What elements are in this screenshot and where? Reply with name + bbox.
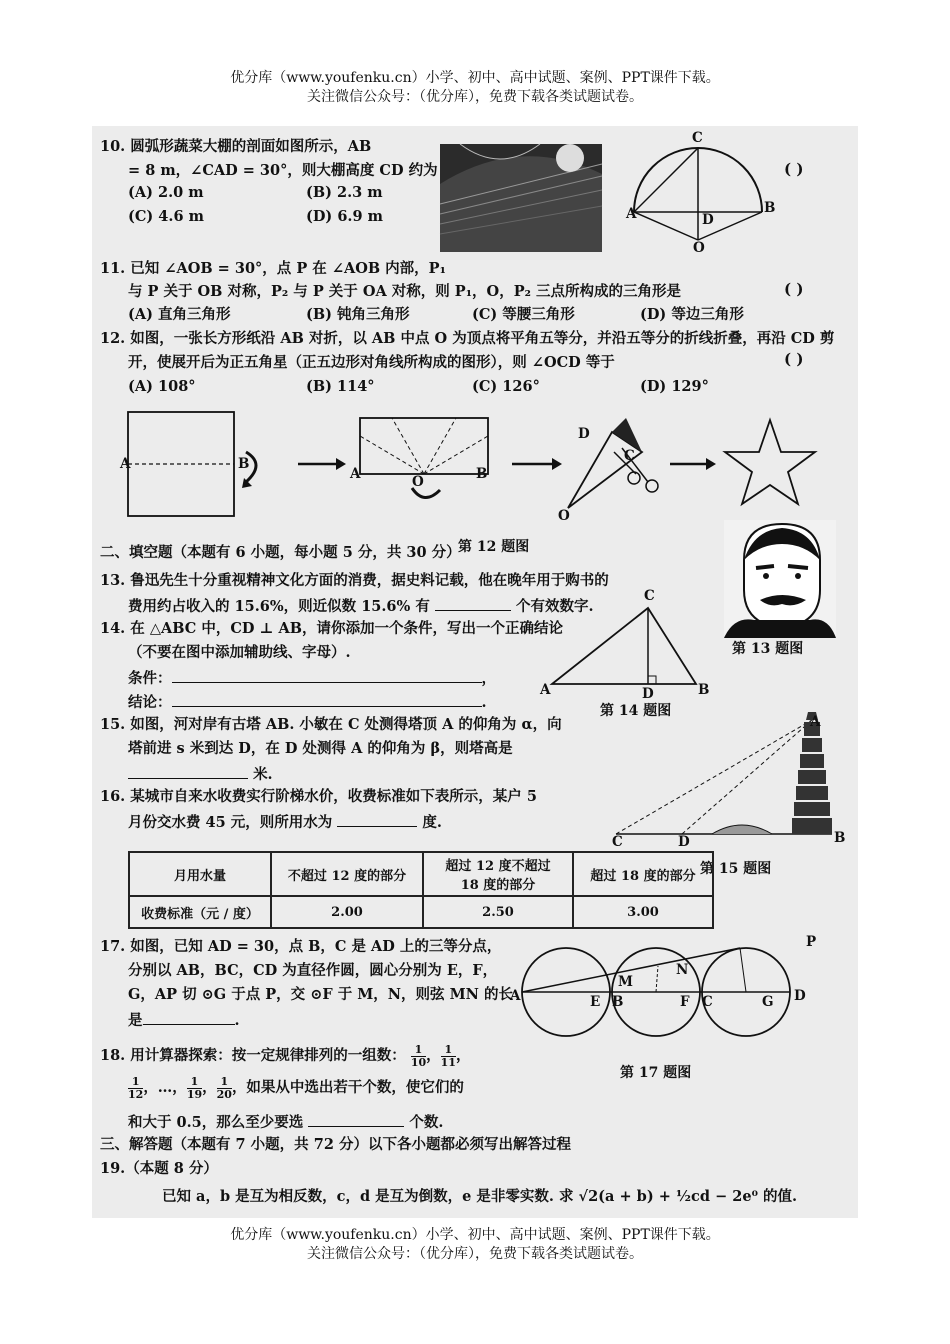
q17-line1: 17. 如图，已知 AD = 30，点 B，C 是 AD 上的三等分点， xyxy=(100,938,502,955)
q12-option-d: (D) 129° xyxy=(640,378,709,395)
q12-label-o2: O xyxy=(558,508,570,524)
q18-line2-text: ，如果从中选出若干个数，使它们的 xyxy=(231,1079,464,1096)
q12-option-c: (C) 126° xyxy=(472,378,540,395)
q17-label-n: N xyxy=(676,962,689,978)
q15-label-b: B xyxy=(834,830,846,846)
q13-line2-before: 费用约占收入的 15.6%，则近似数 15.6% 有 xyxy=(128,598,430,615)
q10-answer-paren: ( ) xyxy=(784,160,804,178)
q18-f5-num: 1 xyxy=(217,1076,232,1089)
q19-title: 19.（本题 8 分） xyxy=(100,1160,218,1177)
q19-body: 已知 a，b 是互为相反数，c，d 是互为倒数，e 是非零实数. 求 √2(a + b) + ½cd − 2e⁰ 的值. xyxy=(162,1188,798,1205)
q15-label-c: C xyxy=(612,834,623,850)
q17-line2: 分别以 AB，BC，CD 为直径作圆，圆心分别为 E，F， xyxy=(128,962,498,979)
footer-line-1: 优分库（www.youfenku.cn）小学、初中、高中试题、案例、PPT课件下载。 xyxy=(230,1227,720,1243)
q11-answer-paren: ( ) xyxy=(784,280,804,298)
q17-label-b: B xyxy=(612,994,624,1010)
q17-circles-figure xyxy=(518,936,808,1046)
q12-line2: 开，使展开后为正五角星（正五边形对角线所构成的图形），则 ∠OCD 等于 xyxy=(128,354,615,371)
q17-label-c: C xyxy=(702,994,713,1010)
q17-label-f: F xyxy=(680,994,690,1010)
q13-line1: 13. 鲁迅先生十分重视精神文化方面的消费，据史料记载，他在晚年用于购书的 xyxy=(100,572,609,589)
table-cell-tier2: 2.50 xyxy=(423,896,573,928)
q14-condition-blank[interactable] xyxy=(172,668,482,683)
table-header-tier1: 不超过 12 度的部分 xyxy=(271,852,423,896)
q12-caption: 第 12 题图 xyxy=(458,539,530,555)
q17-label-g: G xyxy=(762,994,774,1010)
greenhouse-photo xyxy=(440,144,602,252)
q15-label-a: A xyxy=(810,714,821,730)
q14-conclusion-row: 结论： . xyxy=(128,694,487,711)
q12-label-c: C xyxy=(624,448,635,464)
q12-label-d: D xyxy=(578,426,590,442)
q15-label-d: D xyxy=(678,834,690,850)
q10-label-o: O xyxy=(693,240,705,256)
table-cell-tier1: 2.00 xyxy=(271,896,423,928)
q14-label-b: B xyxy=(698,682,710,698)
water-fee-table xyxy=(128,851,714,929)
q18-line2: $\frac{1}{12}$，…， $\frac{1}{19}$， $\frac{1}{20}$，如果从中选出若干个数，使它们的 xyxy=(128,1074,464,1101)
q16-answer-blank[interactable] xyxy=(337,812,417,827)
q12-label-b1: B xyxy=(238,456,250,472)
q14-triangle-figure xyxy=(548,604,708,688)
q12-label-o1: O xyxy=(412,474,424,490)
q17-line3: G，AP 切 ⊙G 于点 P，交 ⊙F 于 M，N，则弦 MN 的长 xyxy=(128,986,513,1003)
q14-condition-row: 条件： ， xyxy=(128,670,496,687)
q18-f1-num: 1 xyxy=(411,1044,426,1057)
q16-line2-after: 度. xyxy=(422,814,442,831)
q18-fraction-5 xyxy=(217,1076,232,1101)
q17-answer-blank[interactable] xyxy=(143,1010,235,1025)
q17-label-d: D xyxy=(794,988,806,1004)
q13-line2 xyxy=(128,596,594,616)
q18-fraction-4 xyxy=(187,1076,202,1101)
q15-line1: 15. 如图，河对岸有古塔 AB. 小敏在 C 处测得塔顶 A 的仰角为 α，向 xyxy=(100,716,562,733)
q17-label-p: P xyxy=(806,934,817,950)
q18-f2-num: 1 xyxy=(441,1044,456,1057)
q13-caption: 第 13 题图 xyxy=(732,641,804,657)
q10-option-b: (B) 2.3 m xyxy=(306,184,383,201)
q14-label-a: A xyxy=(540,682,551,698)
q11-option-d: (D) 等边三角形 xyxy=(640,306,744,323)
q12-line1: 12. 如图，一张长方形纸沿 AB 对折，以 AB 中点 O 为顶点将平角五等分，并沿五等分的折线折叠，再沿 CD 剪 xyxy=(100,330,835,347)
q10-label-a: A xyxy=(626,206,637,222)
q18-line1: 18. 用计算器探索：按一定规律排列的一组数： $\frac{1}{10}$， $\frac{1}{11}$， xyxy=(100,1042,471,1069)
table-row xyxy=(129,852,713,896)
q16-line1: 16. 某城市自来水收费实行阶梯水价，收费标准如下表所示，某户 5 xyxy=(100,788,537,805)
q12-option-b: (B) 114° xyxy=(306,378,375,395)
q11-line2: 与 P 关于 OB 对称，P₂ 与 P 关于 OA 对称，则 P₁，O，P₂ 三点所构成的三角形是 xyxy=(128,283,681,300)
q17-label-e: E xyxy=(590,994,601,1010)
q18-f3-num: 1 xyxy=(128,1076,143,1089)
q12-label-a2: A xyxy=(350,466,361,482)
q14-conclusion-label: 结论： xyxy=(128,694,172,711)
q18-line3-after: 个数. xyxy=(409,1114,444,1131)
q18-line3-before: 和大于 0.5，那么至少要选 xyxy=(128,1114,304,1131)
table-cell-tier3: 3.00 xyxy=(573,896,713,928)
q18-fraction-3 xyxy=(128,1076,143,1101)
q18-f1-den: 10 xyxy=(410,1055,427,1069)
section-2-title: 二、填空题（本题有 6 小题，每小题 5 分，共 30 分） xyxy=(100,544,461,561)
q16-line2-before: 月份交水费 45 元，则所用水为 xyxy=(128,814,333,831)
q10-line2: = 8 m，∠CAD = 30°，则大棚高度 CD 约为 xyxy=(128,162,438,179)
table-header-usage: 月用水量 xyxy=(129,852,271,896)
q11-option-b: (B) 钝角三角形 xyxy=(306,306,410,323)
q18-fraction-1 xyxy=(411,1044,426,1069)
q18-f4-den: 19 xyxy=(186,1087,203,1101)
header-line-1: 优分库（www.youfenku.cn）小学、初中、高中试题、案例、PPT课件下载。 xyxy=(230,70,720,86)
q18-answer-blank[interactable] xyxy=(308,1112,404,1127)
q13-answer-blank[interactable] xyxy=(435,596,511,611)
table-row-label: 收费标准（元 / 度） xyxy=(129,896,271,928)
q16-line2 xyxy=(128,812,442,832)
q12-label-a1: A xyxy=(120,456,131,472)
q18-line1-text: 18. 用计算器探索：按一定规律排列的一组数： xyxy=(100,1047,406,1064)
q14-caption: 第 14 题图 xyxy=(600,703,672,719)
q14-conclusion-blank[interactable] xyxy=(172,692,482,707)
q14-label-c: C xyxy=(644,588,655,604)
q10-line1: 10. 圆弧形蔬菜大棚的剖面如图所示，AB xyxy=(100,138,372,155)
q10-option-a: (A) 2.0 m xyxy=(128,184,204,201)
q12-label-b2: B xyxy=(476,466,488,482)
q18-f3-den: 12 xyxy=(128,1087,144,1101)
q10-option-c: (C) 4.6 m xyxy=(128,208,204,225)
q15-line2: 塔前进 s 米到达 D，在 D 处测得 A 的仰角为 β，则塔高是 xyxy=(128,740,513,757)
q17-caption: 第 17 题图 xyxy=(620,1065,692,1081)
luxun-portrait xyxy=(724,520,836,638)
q10-label-c: C xyxy=(692,130,703,146)
header-line-2: 关注微信公众号：（优分库），免费下载各类试题试卷。 xyxy=(307,89,643,105)
q18-ellipsis: ，…， xyxy=(143,1079,187,1096)
section-3-title: 三、解答题（本题有 7 小题，共 72 分）以下各小题都必须写出解答过程 xyxy=(100,1136,571,1153)
table-header-tier2-b: 18 度的部分 xyxy=(460,878,536,893)
q18-f2-den: 11 xyxy=(440,1055,456,1069)
q13-line2-after: 个有效数字. xyxy=(515,598,594,615)
table-row xyxy=(129,896,713,928)
q18-fraction-2 xyxy=(441,1044,456,1069)
q15-answer-blank[interactable] xyxy=(128,764,248,779)
q15-caption: 第 15 题图 xyxy=(700,861,772,877)
q12-answer-paren: ( ) xyxy=(784,350,804,368)
q11-option-a: (A) 直角三角形 xyxy=(128,306,231,323)
q11-line1: 11. 已知 ∠AOB = 30°，点 P 在 ∠AOB 内部，P₁ xyxy=(100,260,446,277)
q17-label-m: M xyxy=(618,974,633,990)
q14-line1: 14. 在 △ABC 中，CD ⊥ AB，请你添加一个条件，写出一个正确结论 xyxy=(100,620,563,637)
q17-line4: 是 . xyxy=(128,1012,240,1029)
q12-option-a: (A) 108° xyxy=(128,378,196,395)
q14-label-d: D xyxy=(642,686,654,702)
q17-label-a: A xyxy=(510,988,521,1004)
table-header-tier3: 超过 18 度的部分 xyxy=(573,852,713,896)
scanned-exam-page xyxy=(92,126,858,1218)
q18-f5-den: 20 xyxy=(216,1087,232,1101)
q15-line3 xyxy=(128,764,273,784)
table-header-tier2-a: 超过 12 度不超过 xyxy=(445,859,551,874)
q18-f4-num: 1 xyxy=(187,1076,202,1089)
q10-option-d: (D) 6.9 m xyxy=(306,208,383,225)
q11-option-c: (C) 等腰三角形 xyxy=(472,306,575,323)
q14-line2: （不要在图中添加辅助线、字母）. xyxy=(128,644,351,661)
q10-label-d: D xyxy=(702,212,714,228)
q14-condition-label: 条件： xyxy=(128,670,172,687)
q10-label-b: B xyxy=(764,200,776,216)
q17-line4-label: 是 xyxy=(128,1012,143,1029)
table-header-tier2 xyxy=(423,852,573,896)
q15-unit: 米. xyxy=(253,766,273,783)
q18-line3 xyxy=(128,1112,443,1132)
footer-line-2: 关注微信公众号：（优分库），免费下载各类试题试卷。 xyxy=(307,1246,643,1262)
